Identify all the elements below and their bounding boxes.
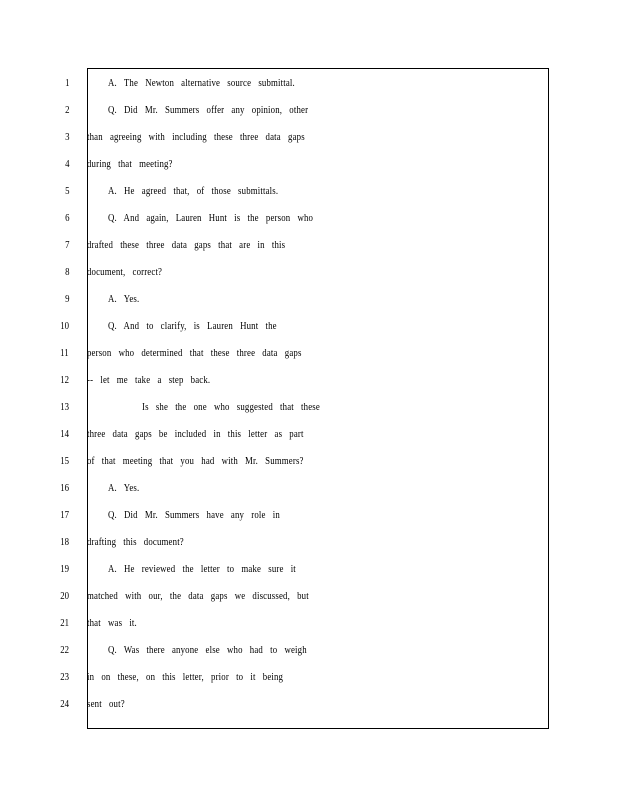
line-number: 1 [64, 77, 69, 89]
line-number: 12 [60, 374, 69, 386]
transcript-line: Q. Did Mr. Summers offer any opinion, other [108, 104, 309, 116]
transcript-line: A. He agreed that, of those submittals. [108, 185, 279, 197]
transcript-line: during that meeting? [87, 158, 173, 170]
line-number: 2 [64, 104, 69, 116]
line-number: 15 [60, 455, 69, 467]
line-number: 20 [60, 590, 69, 602]
line-number: 21 [60, 617, 69, 629]
transcript-line: Q. And to clarify, is Lauren Hunt the [108, 320, 277, 332]
line-number: 22 [60, 644, 69, 656]
line-number: 4 [64, 158, 69, 170]
line-number: 7 [64, 239, 69, 251]
line-number: 9 [64, 293, 69, 305]
line-number: 16 [60, 482, 69, 494]
transcript-line: A. The Newton alternative source submittal. [108, 77, 295, 89]
transcript-line: drafted these three data gaps that are in this [87, 239, 286, 251]
transcript-line: drafting this document? [87, 536, 184, 548]
line-number: 3 [64, 131, 69, 143]
transcript-line: document, correct? [87, 266, 163, 278]
line-number: 6 [64, 212, 69, 224]
line-number: 11 [60, 347, 69, 359]
transcript-line: of that meeting that you had with Mr. Summers? [87, 455, 304, 467]
line-number: 24 [60, 698, 69, 710]
transcript-line: that was it. [87, 617, 137, 629]
transcript-line: Is she the one who suggested that these [142, 401, 320, 413]
line-number: 18 [60, 536, 69, 548]
transcript-line: A. Yes. [108, 482, 140, 494]
line-number: 17 [60, 509, 69, 521]
line-number: 8 [64, 266, 69, 278]
transcript-line: A. He reviewed the letter to make sure it [108, 563, 296, 575]
transcript-line: -- let me take a step back. [87, 374, 211, 386]
transcript-line: three data gaps be included in this letter as part [87, 428, 304, 440]
transcript-line: Q. And again, Lauren Hunt is the person who [108, 212, 314, 224]
line-number: 23 [60, 671, 69, 683]
transcript-line: Q. Did Mr. Summers have any role in [108, 509, 280, 521]
line-number: 5 [64, 185, 69, 197]
transcript-line: sent out? [87, 698, 125, 710]
transcript-line: person who determined that these three data gaps [87, 347, 302, 359]
line-number: 14 [60, 428, 69, 440]
transcript-line: than agreeing with including these three data gaps [87, 131, 305, 143]
transcript-line: matched with our, the data gaps we discussed, but [87, 590, 309, 602]
transcript-line: in on these, on this letter, prior to it being [87, 671, 284, 683]
line-number: 13 [60, 401, 69, 413]
line-number: 10 [60, 320, 69, 332]
transcript-line: Q. Was there anyone else who had to weigh [108, 644, 307, 656]
line-number: 19 [60, 563, 69, 575]
transcript-line: A. Yes. [108, 293, 140, 305]
